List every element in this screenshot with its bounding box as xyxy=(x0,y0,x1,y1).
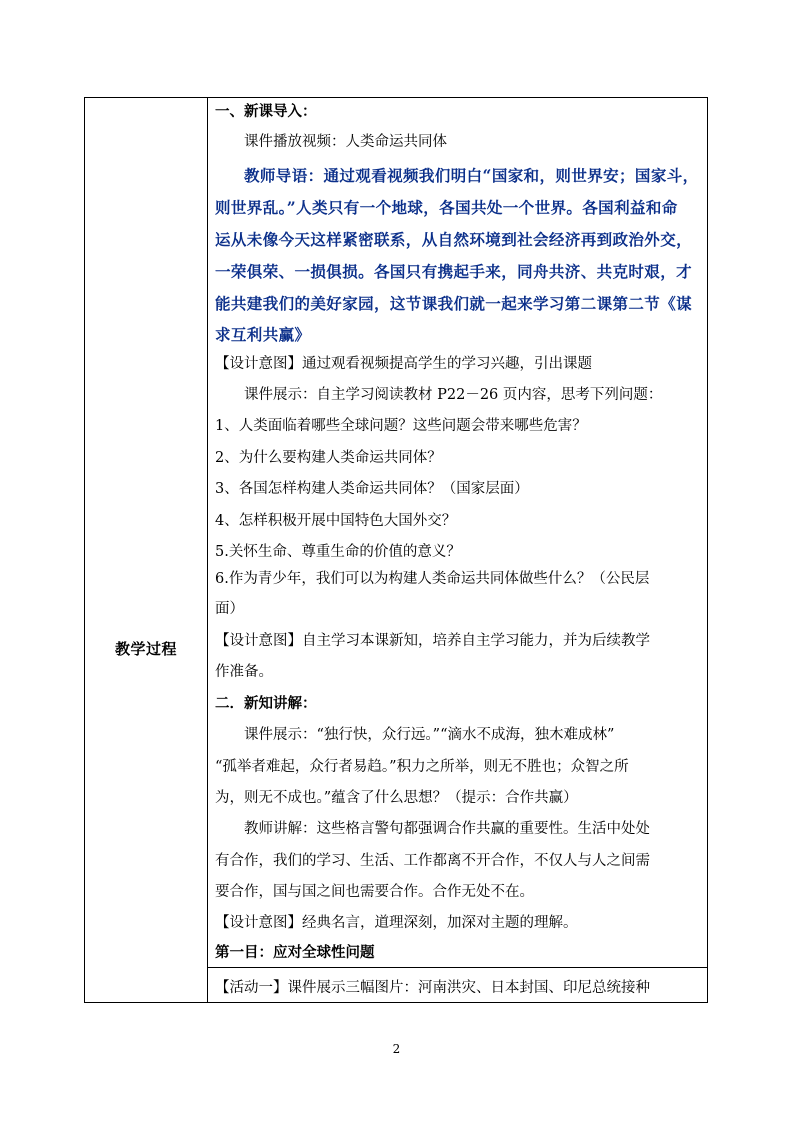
section-label-cell xyxy=(85,98,208,1002)
section-label: 教学过程 xyxy=(114,640,177,658)
question-item: 5.关怀生命、尊重生命的价值的意义？ xyxy=(215,544,461,560)
page-number: 2 xyxy=(392,1042,401,1056)
heading-new-lesson-intro: 一、新课导入： xyxy=(215,103,317,120)
design-intent: 【设计意图】通过观看视频提高学生的学习兴趣，引出课题 xyxy=(215,356,592,372)
text-line: 课件播放视频：人类命运共同体 xyxy=(244,134,447,150)
activity-line: 【活动一】课件展示三幅图片：河南洪灾、日本封国、印尼总统接种 xyxy=(215,980,650,996)
text-line: 要合作，国与国之间也需要合作。合作无处不在。 xyxy=(215,884,534,900)
text-line: 为，则无不成也。”蕴含了什么思想？（提示：合作共赢） xyxy=(215,790,578,806)
question-item: 4、怎样积极开展中国特色大国外交？ xyxy=(215,513,457,529)
text-line: 课件展示：“独行快，众行远。”“滴水不成海，独木难成林” xyxy=(244,727,615,743)
design-intent: 【设计意图】自主学习本课新知，培养自主学习能力，并为后续教学 xyxy=(215,633,650,649)
lesson-table xyxy=(84,97,708,1003)
question-item: 面） xyxy=(215,601,244,617)
text-line: 课件展示：自主学习阅读教材 P22－26 页内容，思考下列问题： xyxy=(244,387,663,403)
row-divider xyxy=(208,967,707,968)
question-item: 6.作为青少年，我们可以为构建人类命运共同体做些什么？（公民层 xyxy=(215,571,650,587)
design-intent: 【设计意图】经典名言，道理深刻，加深对主题的理解。 xyxy=(215,915,578,931)
text-line: 有合作，我们的学习、生活、工作都离不开合作，不仅人与人之间需 xyxy=(215,853,650,869)
heading-new-knowledge: 二．新知讲解： xyxy=(215,695,317,712)
teacher-intro-line: 能共建我们的美好家园，这节课我们就一起来学习第二课第二节《谋 xyxy=(215,294,693,313)
teacher-intro-line: 运从未像今天这样紧密联系，从自然环境到社会经济再到政治外交， xyxy=(215,230,693,249)
teacher-intro-line: 则世界乱。”人类只有一个地球，各国共处一个世界。各国利益和命 xyxy=(215,198,678,217)
content-cell xyxy=(208,98,707,1002)
question-item: 2、为什么要构建人类命运共同体？ xyxy=(215,450,442,466)
subheading-section-one: 第一目：应对全球性问题 xyxy=(215,944,375,961)
teacher-intro-line: 一荣俱荣、一损俱损。各国只有携起手来，同舟共济、共克时艰，才 xyxy=(215,262,693,281)
text-line: 教师讲解：这些格言警句都强调合作共赢的重要性。生活中处处 xyxy=(244,821,650,837)
question-item: 3、各国怎样构建人类命运共同体？（国家层面） xyxy=(215,481,529,497)
text-line: 作准备。 xyxy=(215,664,273,680)
teacher-intro-line: 求互利共赢》 xyxy=(215,325,311,344)
teacher-intro-line: 教师导语：通过观看视频我们明白“国家和，则世界安；国家斗， xyxy=(244,166,699,185)
text-line: “孤举者难起，众行者易趋。”积力之所举，则无不胜也；众智之所 xyxy=(215,759,629,775)
question-item: 1、人类面临着哪些全球问题？这些问题会带来哪些危害？ xyxy=(215,418,587,434)
